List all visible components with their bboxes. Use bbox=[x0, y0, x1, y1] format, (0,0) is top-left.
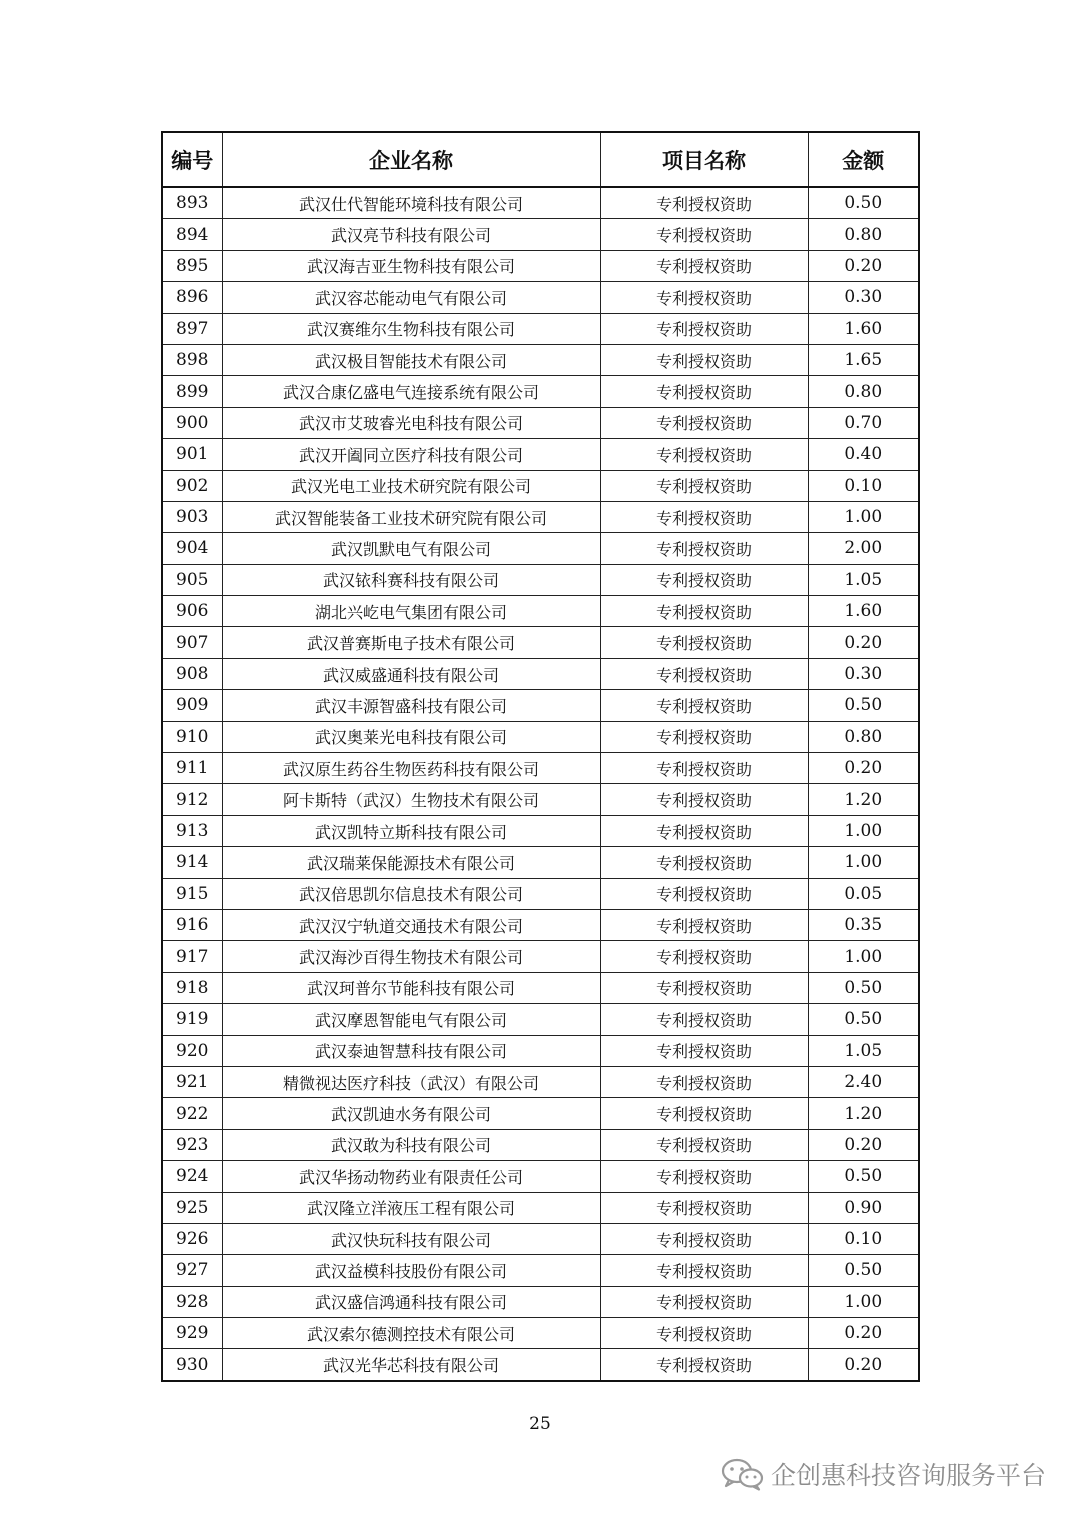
cell-project: 专利授权资助 bbox=[600, 282, 808, 313]
table-row bbox=[162, 1129, 919, 1160]
cell-company: 武汉市艾玻睿光电科技有限公司 bbox=[222, 407, 600, 438]
cell-company: 武汉容芯能动电气有限公司 bbox=[222, 282, 600, 313]
table-row bbox=[162, 501, 919, 532]
cell-number: 926 bbox=[162, 1223, 222, 1254]
table-row bbox=[162, 596, 919, 627]
table-row bbox=[162, 1286, 919, 1317]
cell-project: 专利授权资助 bbox=[600, 407, 808, 438]
cell-company: 精微视达医疗科技（武汉）有限公司 bbox=[222, 1066, 600, 1097]
table-row bbox=[162, 847, 919, 878]
cell-project: 专利授权资助 bbox=[600, 313, 808, 344]
table-row bbox=[162, 909, 919, 940]
cell-project: 专利授权资助 bbox=[600, 1004, 808, 1035]
cell-project: 专利授权资助 bbox=[600, 470, 808, 501]
cell-project: 专利授权资助 bbox=[600, 972, 808, 1003]
table-row bbox=[162, 376, 919, 407]
cell-company: 武汉海沙百得生物技术有限公司 bbox=[222, 941, 600, 972]
table-row bbox=[162, 690, 919, 721]
cell-amount: 1.20 bbox=[808, 784, 919, 815]
cell-amount: 0.35 bbox=[808, 909, 919, 940]
table-row bbox=[162, 470, 919, 501]
cell-amount: 0.10 bbox=[808, 1223, 919, 1254]
cell-amount: 0.50 bbox=[808, 1255, 919, 1286]
cell-project: 专利授权资助 bbox=[600, 627, 808, 658]
cell-number: 895 bbox=[162, 250, 222, 281]
cell-number: 929 bbox=[162, 1318, 222, 1349]
cell-company: 武汉瑞莱保能源技术有限公司 bbox=[222, 847, 600, 878]
cell-project: 专利授权资助 bbox=[600, 1066, 808, 1097]
cell-amount: 1.00 bbox=[808, 941, 919, 972]
cell-project: 专利授权资助 bbox=[600, 1255, 808, 1286]
cell-amount: 0.20 bbox=[808, 627, 919, 658]
cell-project: 专利授权资助 bbox=[600, 439, 808, 470]
table-row bbox=[162, 1223, 919, 1254]
cell-number: 920 bbox=[162, 1035, 222, 1066]
cell-number: 927 bbox=[162, 1255, 222, 1286]
cell-project: 专利授权资助 bbox=[600, 1286, 808, 1317]
cell-number: 903 bbox=[162, 501, 222, 532]
cell-amount: 1.20 bbox=[808, 1098, 919, 1129]
table-row bbox=[162, 564, 919, 595]
table-row bbox=[162, 187, 919, 219]
table-row bbox=[162, 1161, 919, 1192]
cell-company: 武汉丰源智盛科技有限公司 bbox=[222, 690, 600, 721]
cell-amount: 0.05 bbox=[808, 878, 919, 909]
cell-project: 专利授权资助 bbox=[600, 219, 808, 250]
cell-number: 894 bbox=[162, 219, 222, 250]
cell-number: 913 bbox=[162, 815, 222, 846]
table-row bbox=[162, 344, 919, 375]
cell-project: 专利授权资助 bbox=[600, 1161, 808, 1192]
watermark-text: 企创惠科技咨询服务平台 bbox=[770, 1461, 1046, 1490]
table-row bbox=[162, 250, 919, 281]
header-company: 企业名称 bbox=[222, 132, 600, 187]
cell-project: 专利授权资助 bbox=[600, 784, 808, 815]
cell-project: 专利授权资助 bbox=[600, 815, 808, 846]
cell-number: 923 bbox=[162, 1129, 222, 1160]
cell-number: 914 bbox=[162, 847, 222, 878]
cell-company: 武汉汉宁轨道交通技术有限公司 bbox=[222, 909, 600, 940]
table-row bbox=[162, 1066, 919, 1097]
cell-company: 武汉仕代智能环境科技有限公司 bbox=[222, 187, 600, 219]
cell-amount: 0.30 bbox=[808, 282, 919, 313]
cell-amount: 0.70 bbox=[808, 407, 919, 438]
cell-company: 武汉泰迪智慧科技有限公司 bbox=[222, 1035, 600, 1066]
cell-project: 专利授权资助 bbox=[600, 690, 808, 721]
cell-project: 专利授权资助 bbox=[600, 909, 808, 940]
cell-number: 909 bbox=[162, 690, 222, 721]
cell-company: 武汉亮节科技有限公司 bbox=[222, 219, 600, 250]
cell-amount: 1.00 bbox=[808, 1286, 919, 1317]
table-row bbox=[162, 658, 919, 689]
cell-amount: 1.60 bbox=[808, 596, 919, 627]
table-row bbox=[162, 753, 919, 784]
cell-project: 专利授权资助 bbox=[600, 878, 808, 909]
table-row bbox=[162, 533, 919, 564]
table-row bbox=[162, 627, 919, 658]
cell-company: 武汉光华芯科技有限公司 bbox=[222, 1349, 600, 1381]
cell-company: 武汉原生药谷生物医药科技有限公司 bbox=[222, 753, 600, 784]
cell-amount: 1.00 bbox=[808, 815, 919, 846]
cell-amount: 0.50 bbox=[808, 690, 919, 721]
table-body bbox=[162, 187, 919, 1381]
subsidy-table bbox=[161, 131, 920, 1382]
cell-company: 武汉隆立洋液压工程有限公司 bbox=[222, 1192, 600, 1223]
cell-company: 武汉益模科技股份有限公司 bbox=[222, 1255, 600, 1286]
cell-amount: 0.20 bbox=[808, 753, 919, 784]
cell-company: 武汉赛维尔生物科技有限公司 bbox=[222, 313, 600, 344]
table-row bbox=[162, 439, 919, 470]
cell-company: 武汉海吉亚生物科技有限公司 bbox=[222, 250, 600, 281]
cell-company: 阿卡斯特（武汉）生物技术有限公司 bbox=[222, 784, 600, 815]
cell-amount: 0.80 bbox=[808, 721, 919, 752]
cell-number: 924 bbox=[162, 1161, 222, 1192]
table-header-row bbox=[162, 132, 919, 187]
cell-number: 912 bbox=[162, 784, 222, 815]
cell-project: 专利授权资助 bbox=[600, 250, 808, 281]
cell-number: 896 bbox=[162, 282, 222, 313]
cell-company: 武汉威盛通科技有限公司 bbox=[222, 658, 600, 689]
table-row bbox=[162, 1004, 919, 1035]
cell-company: 武汉倍思凯尔信息技术有限公司 bbox=[222, 878, 600, 909]
cell-number: 925 bbox=[162, 1192, 222, 1223]
cell-amount: 0.20 bbox=[808, 1318, 919, 1349]
cell-amount: 0.40 bbox=[808, 439, 919, 470]
cell-amount: 1.65 bbox=[808, 344, 919, 375]
cell-project: 专利授权资助 bbox=[600, 344, 808, 375]
cell-number: 910 bbox=[162, 721, 222, 752]
cell-amount: 0.20 bbox=[808, 1349, 919, 1381]
table-row bbox=[162, 721, 919, 752]
cell-number: 907 bbox=[162, 627, 222, 658]
table-row bbox=[162, 1035, 919, 1066]
watermark bbox=[721, 1456, 1046, 1492]
cell-number: 928 bbox=[162, 1286, 222, 1317]
cell-amount: 1.60 bbox=[808, 313, 919, 344]
table-row bbox=[162, 1192, 919, 1223]
cell-project: 专利授权资助 bbox=[600, 658, 808, 689]
table-row bbox=[162, 1098, 919, 1129]
header-number: 编号 bbox=[162, 132, 222, 187]
cell-amount: 1.05 bbox=[808, 564, 919, 595]
cell-company: 武汉铱科赛科技有限公司 bbox=[222, 564, 600, 595]
cell-company: 武汉快玩科技有限公司 bbox=[222, 1223, 600, 1254]
cell-project: 专利授权资助 bbox=[600, 1192, 808, 1223]
table-row bbox=[162, 219, 919, 250]
cell-project: 专利授权资助 bbox=[600, 847, 808, 878]
cell-company: 武汉凯迪水务有限公司 bbox=[222, 1098, 600, 1129]
cell-company: 武汉华扬动物药业有限责任公司 bbox=[222, 1161, 600, 1192]
table-row bbox=[162, 282, 919, 313]
cell-number: 898 bbox=[162, 344, 222, 375]
cell-amount: 1.00 bbox=[808, 501, 919, 532]
cell-number: 919 bbox=[162, 1004, 222, 1035]
cell-company: 武汉奥莱光电科技有限公司 bbox=[222, 721, 600, 752]
cell-project: 专利授权资助 bbox=[600, 596, 808, 627]
table-row bbox=[162, 1318, 919, 1349]
cell-number: 930 bbox=[162, 1349, 222, 1381]
cell-company: 武汉敢为科技有限公司 bbox=[222, 1129, 600, 1160]
cell-number: 915 bbox=[162, 878, 222, 909]
cell-project: 专利授权资助 bbox=[600, 187, 808, 219]
cell-number: 901 bbox=[162, 439, 222, 470]
cell-project: 专利授权资助 bbox=[600, 1349, 808, 1381]
cell-company: 武汉智能装备工业技术研究院有限公司 bbox=[222, 501, 600, 532]
cell-number: 922 bbox=[162, 1098, 222, 1129]
table-row bbox=[162, 941, 919, 972]
table-row bbox=[162, 1255, 919, 1286]
cell-company: 武汉索尔德测控技术有限公司 bbox=[222, 1318, 600, 1349]
cell-amount: 0.30 bbox=[808, 658, 919, 689]
page-number: 25 bbox=[529, 1414, 551, 1434]
cell-number: 906 bbox=[162, 596, 222, 627]
cell-number: 911 bbox=[162, 753, 222, 784]
cell-project: 专利授权资助 bbox=[600, 1223, 808, 1254]
cell-amount: 0.90 bbox=[808, 1192, 919, 1223]
cell-company: 武汉光电工业技术研究院有限公司 bbox=[222, 470, 600, 501]
table-row bbox=[162, 313, 919, 344]
cell-company: 武汉凯特立斯科技有限公司 bbox=[222, 815, 600, 846]
cell-company: 武汉极目智能技术有限公司 bbox=[222, 344, 600, 375]
cell-company: 武汉合康亿盛电气连接系统有限公司 bbox=[222, 376, 600, 407]
cell-number: 897 bbox=[162, 313, 222, 344]
cell-company: 武汉凯默电气有限公司 bbox=[222, 533, 600, 564]
cell-amount: 0.50 bbox=[808, 1004, 919, 1035]
cell-company: 武汉开阖同立医疗科技有限公司 bbox=[222, 439, 600, 470]
cell-project: 专利授权资助 bbox=[600, 1318, 808, 1349]
cell-amount: 0.20 bbox=[808, 1129, 919, 1160]
cell-amount: 1.00 bbox=[808, 847, 919, 878]
cell-project: 专利授权资助 bbox=[600, 1129, 808, 1160]
cell-company: 武汉珂普尔节能科技有限公司 bbox=[222, 972, 600, 1003]
cell-number: 893 bbox=[162, 187, 222, 219]
table-row bbox=[162, 878, 919, 909]
cell-amount: 2.40 bbox=[808, 1066, 919, 1097]
cell-project: 专利授权资助 bbox=[600, 1098, 808, 1129]
cell-project: 专利授权资助 bbox=[600, 501, 808, 532]
cell-company: 湖北兴屹电气集团有限公司 bbox=[222, 596, 600, 627]
cell-amount: 0.50 bbox=[808, 1161, 919, 1192]
cell-number: 908 bbox=[162, 658, 222, 689]
cell-number: 900 bbox=[162, 407, 222, 438]
table-row bbox=[162, 972, 919, 1003]
cell-number: 916 bbox=[162, 909, 222, 940]
cell-project: 专利授权资助 bbox=[600, 564, 808, 595]
cell-amount: 0.80 bbox=[808, 376, 919, 407]
cell-amount: 0.80 bbox=[808, 219, 919, 250]
table-row bbox=[162, 815, 919, 846]
header-amount: 金额 bbox=[808, 132, 919, 187]
cell-company: 武汉盛信鸿通科技有限公司 bbox=[222, 1286, 600, 1317]
table-row bbox=[162, 407, 919, 438]
cell-project: 专利授权资助 bbox=[600, 1035, 808, 1066]
cell-amount: 0.50 bbox=[808, 972, 919, 1003]
table-row bbox=[162, 1349, 919, 1381]
cell-amount: 2.00 bbox=[808, 533, 919, 564]
table-row bbox=[162, 784, 919, 815]
cell-number: 917 bbox=[162, 941, 222, 972]
cell-company: 武汉普赛斯电子技术有限公司 bbox=[222, 627, 600, 658]
cell-project: 专利授权资助 bbox=[600, 376, 808, 407]
cell-project: 专利授权资助 bbox=[600, 533, 808, 564]
cell-amount: 0.50 bbox=[808, 187, 919, 219]
cell-number: 902 bbox=[162, 470, 222, 501]
cell-project: 专利授权资助 bbox=[600, 941, 808, 972]
cell-number: 904 bbox=[162, 533, 222, 564]
cell-project: 专利授权资助 bbox=[600, 753, 808, 784]
cell-amount: 0.10 bbox=[808, 470, 919, 501]
cell-amount: 0.20 bbox=[808, 250, 919, 281]
cell-number: 918 bbox=[162, 972, 222, 1003]
cell-project: 专利授权资助 bbox=[600, 721, 808, 752]
cell-amount: 1.05 bbox=[808, 1035, 919, 1066]
cell-company: 武汉摩恩智能电气有限公司 bbox=[222, 1004, 600, 1035]
wechat-icon bbox=[721, 1457, 765, 1491]
header-project: 项目名称 bbox=[600, 132, 808, 187]
cell-number: 899 bbox=[162, 376, 222, 407]
cell-number: 905 bbox=[162, 564, 222, 595]
cell-number: 921 bbox=[162, 1066, 222, 1097]
